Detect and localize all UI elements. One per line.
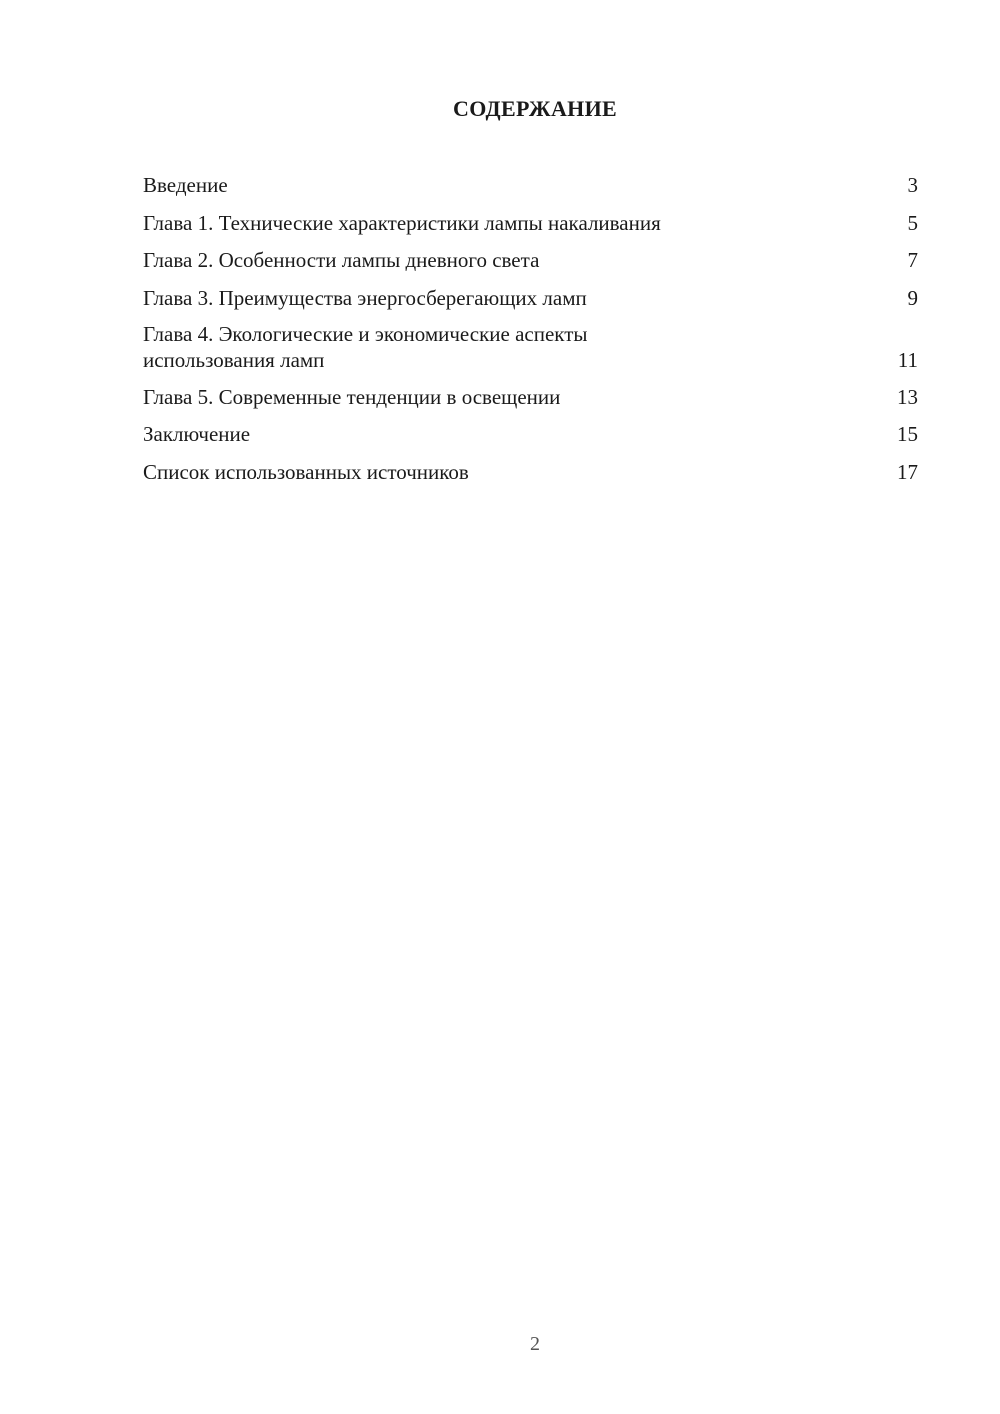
toc-entry-chapter-3 (143, 284, 918, 312)
toc-entry-page: 13 (897, 384, 918, 409)
toc-entry-title: Глава 4. Экологические и экономические аспекты использования ламп (143, 322, 588, 372)
toc-entry-page: 7 (907, 248, 918, 272)
toc-entry-title: Глава 1. Технические характеристики лампы накаливания (143, 210, 661, 235)
toc-entry-references (143, 458, 918, 486)
toc-entry-title: Глава 3. Преимущества энергосберегающих ламп (143, 285, 587, 310)
toc-entry-title: Список использованных источников (143, 459, 469, 484)
toc-entry-page: 15 (897, 422, 918, 446)
toc-entry-page: 17 (897, 459, 918, 484)
toc-entry-introduction (143, 171, 918, 199)
page-number: 2 (530, 1333, 540, 1355)
toc-entry-chapter-1 (143, 209, 918, 237)
toc-entry-page: 3 (907, 173, 918, 197)
toc-entry-chapter-5 (143, 383, 918, 411)
toc-entry-page: 11 (897, 348, 918, 372)
table-of-contents (143, 171, 918, 495)
toc-entry-conclusion (143, 420, 918, 448)
toc-entry-title: Глава 5. Современные тенденции в освещении (143, 384, 561, 409)
toc-entry-title: Глава 2. Особенности лампы дневного света (143, 248, 540, 272)
toc-entry-title: Введение (143, 173, 228, 197)
toc-entry-chapter-4 (143, 321, 918, 373)
toc-entry-page: 5 (907, 210, 918, 235)
toc-entry-title: Заключение (143, 422, 251, 446)
toc-entry-chapter-2 (143, 246, 918, 274)
toc-entry-page: 9 (907, 285, 918, 310)
page-title: СОДЕРЖАНИЕ (453, 96, 617, 121)
